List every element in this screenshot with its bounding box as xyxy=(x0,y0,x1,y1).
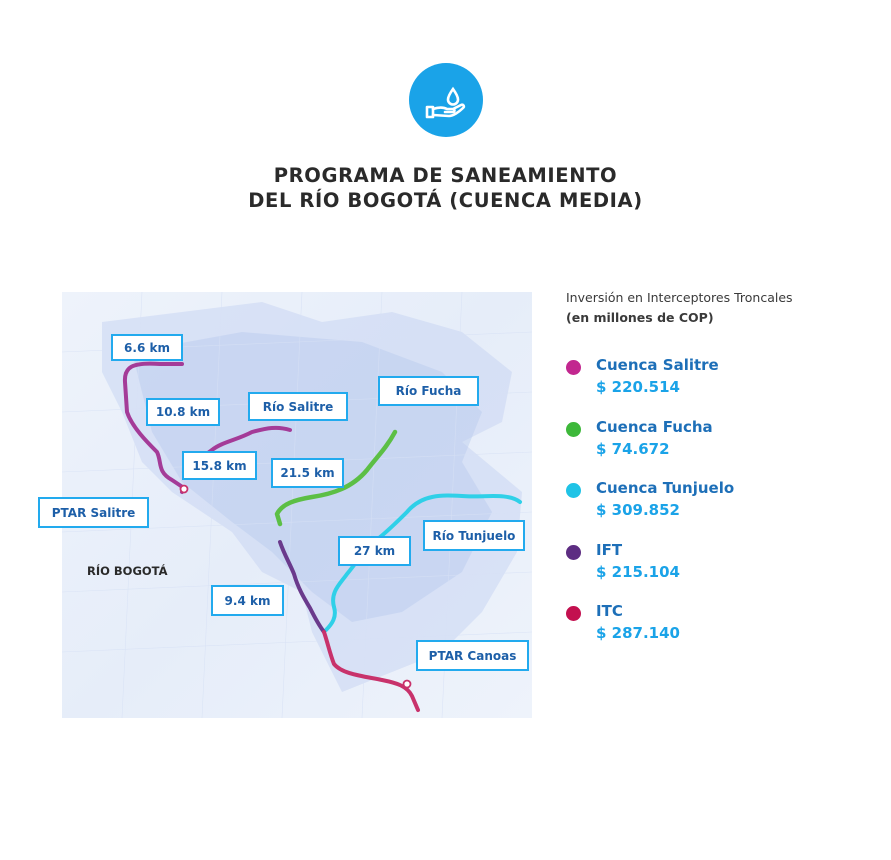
label-rio-salitre: Río Salitre xyxy=(248,392,348,421)
label-6-6-km: 6.6 km xyxy=(111,334,183,361)
label-ptar-salitre: PTAR Salitre xyxy=(38,497,149,528)
label-rio-tunjuelo: Río Tunjuelo xyxy=(423,520,525,551)
legend-dot-icon xyxy=(566,483,581,498)
legend-item-name: Cuenca Tunjuelo xyxy=(596,479,735,497)
legend-heading-text: Inversión en Interceptores Troncales xyxy=(566,290,793,305)
legend-item-value: $ 287.140 xyxy=(596,624,680,642)
label-21-5-km: 21.5 km xyxy=(271,458,344,488)
legend-dot-icon xyxy=(566,422,581,437)
legend-dot-icon xyxy=(566,606,581,621)
label-9-4-km: 9.4 km xyxy=(211,585,284,616)
page-title-line1: PROGRAMA DE SANEAMIENTO xyxy=(273,164,618,187)
page-title-line2: DEL RÍO BOGOTÁ (CUENCA MEDIA) xyxy=(248,189,643,212)
legend-dot-icon xyxy=(566,545,581,560)
legend-item-name: Cuenca Fucha xyxy=(596,418,713,436)
legend-item-value: $ 220.514 xyxy=(596,378,680,396)
legend-subheading: (en millones de COP) xyxy=(566,310,714,325)
legend-item-value: $ 74.672 xyxy=(596,440,670,458)
label-rio-bogota: RÍO BOGOTÁ xyxy=(87,564,168,578)
legend-item-name: ITC xyxy=(596,602,623,620)
legend-item-value: $ 215.104 xyxy=(596,563,680,581)
water-drop-hand-icon xyxy=(409,63,483,137)
label-27-km: 27 km xyxy=(338,536,411,566)
legend-item-value: $ 309.852 xyxy=(596,501,680,519)
label-10-8-km: 10.8 km xyxy=(146,398,220,426)
legend-heading xyxy=(566,288,793,328)
label-ptar-canoas: PTAR Canoas xyxy=(416,640,529,671)
legend-dot-icon xyxy=(566,360,581,375)
label-rio-fucha: Río Fucha xyxy=(378,376,479,406)
legend-item-name: Cuenca Salitre xyxy=(596,356,719,374)
label-15-8-km: 15.8 km xyxy=(182,451,257,480)
legend-item-name: IFT xyxy=(596,541,623,559)
